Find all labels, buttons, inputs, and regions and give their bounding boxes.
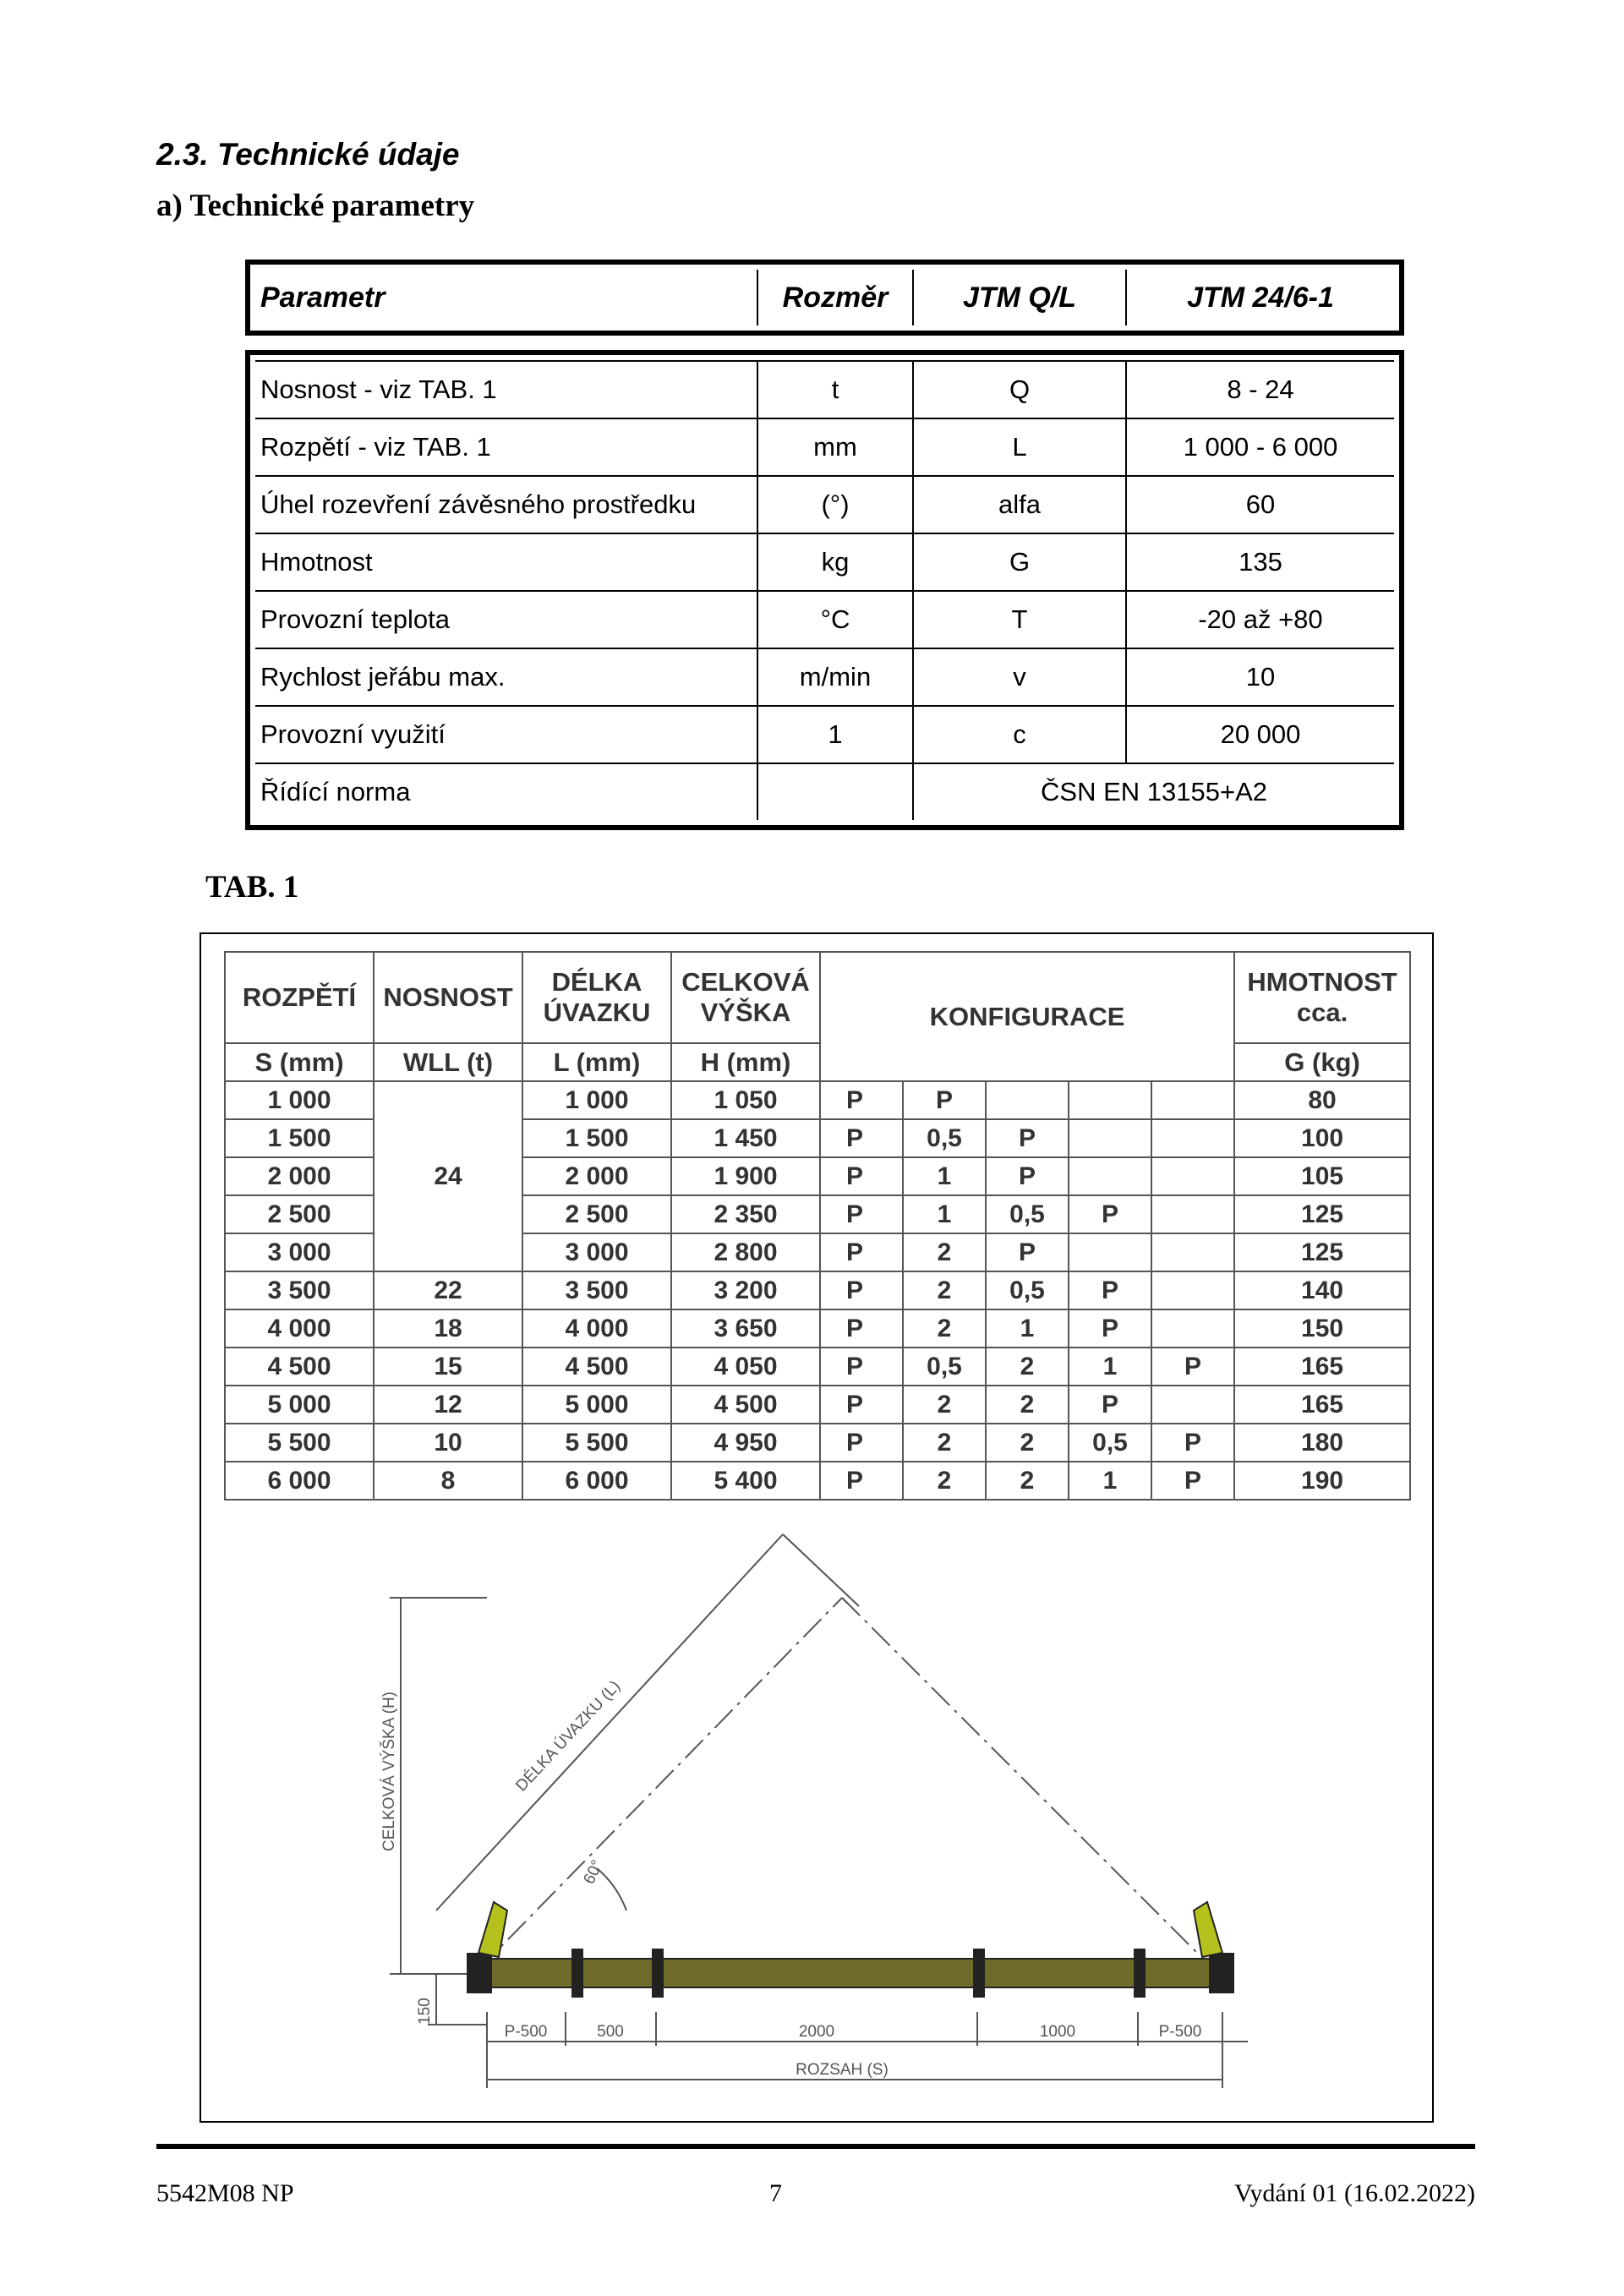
tab1-row bbox=[225, 1271, 1410, 1309]
tab1-cell-config: P bbox=[820, 1271, 903, 1309]
param-standard-value: ČSN EN 13155+A2 bbox=[913, 763, 1394, 820]
param-unit: 1 bbox=[757, 706, 913, 763]
tab1-cell-height: 2 800 bbox=[671, 1233, 820, 1271]
param-name: Provozní teplota bbox=[255, 591, 757, 648]
tab1-cell-config: 2 bbox=[903, 1233, 986, 1271]
tab1-cell-config: 2 bbox=[903, 1462, 986, 1500]
tab1-cell-length: 6 000 bbox=[522, 1462, 671, 1500]
tab1-cell-weight: 80 bbox=[1234, 1081, 1410, 1119]
tab1-cell-config: P bbox=[1069, 1195, 1151, 1233]
tab1-unit-l: L (mm) bbox=[522, 1043, 671, 1081]
param-value: 20 000 bbox=[1126, 706, 1394, 763]
tab1-cell-config: 2 bbox=[986, 1462, 1069, 1500]
params-table bbox=[245, 350, 1404, 830]
tab1-cell-config bbox=[1151, 1119, 1234, 1157]
tab1-cell-config bbox=[1069, 1233, 1151, 1271]
tab1-cell-weight: 125 bbox=[1234, 1195, 1410, 1233]
tab1-cell-height: 1 900 bbox=[671, 1157, 820, 1195]
header-rozmer: Rozměr bbox=[757, 270, 913, 325]
param-value: 1 000 - 6 000 bbox=[1126, 418, 1394, 476]
tab1-cell-wll: 15 bbox=[374, 1348, 522, 1386]
tab1-cell-config bbox=[1151, 1309, 1234, 1348]
tab1-cell-length: 4 500 bbox=[522, 1348, 671, 1386]
tab1-head-vyska: CELKOVÁ VÝŠKA bbox=[671, 952, 820, 1043]
tab1-cell-span: 2 000 bbox=[225, 1157, 374, 1195]
param-row bbox=[255, 706, 1394, 763]
tab1-cell-length: 1 000 bbox=[522, 1081, 671, 1119]
tab1-cell-config: P bbox=[820, 1195, 903, 1233]
tab1-cell-weight: 165 bbox=[1234, 1348, 1410, 1386]
tab1-cell-weight: 165 bbox=[1234, 1386, 1410, 1424]
tab1-cell-length: 2 000 bbox=[522, 1157, 671, 1195]
tab1-cell-length: 2 500 bbox=[522, 1195, 671, 1233]
spreader-drawing bbox=[200, 1513, 1434, 2122]
spreader-beam bbox=[478, 1959, 1222, 1987]
tab1-cell-span: 1 500 bbox=[225, 1119, 374, 1157]
tab1-cell-config: 2 bbox=[903, 1386, 986, 1424]
tab1-cell-config: P bbox=[1069, 1386, 1151, 1424]
tab1-cell-wll: 8 bbox=[374, 1462, 522, 1500]
tab1-cell-span: 3 500 bbox=[225, 1271, 374, 1309]
angle-label: 60° bbox=[580, 1857, 607, 1888]
tab1-head-nosnost: NOSNOST bbox=[374, 952, 522, 1043]
header-parametr: Parametr bbox=[255, 270, 757, 325]
tab1-cell-config: P bbox=[820, 1309, 903, 1348]
tab1-cell-length: 4 000 bbox=[522, 1309, 671, 1348]
tab1-unit-wll: WLL (t) bbox=[374, 1043, 522, 1081]
section-title: 2.3. Technické údaje bbox=[156, 137, 460, 172]
footer-rule bbox=[156, 2144, 1475, 2149]
tab1-cell-config: P bbox=[820, 1462, 903, 1500]
dim-150-label: 150 bbox=[416, 1998, 434, 2025]
tab1-cell-config: 1 bbox=[986, 1309, 1069, 1348]
tab1-cell-config bbox=[1151, 1081, 1234, 1119]
height-label: CELKOVÁ VÝŠKA (H) bbox=[380, 1691, 398, 1851]
tab1-cell-config: P bbox=[1069, 1271, 1151, 1309]
param-row bbox=[255, 533, 1394, 591]
tab1-cell-config: 0,5 bbox=[903, 1119, 986, 1157]
subsection-title: a) Technické parametry bbox=[156, 189, 475, 223]
tab1-cell-config bbox=[1069, 1081, 1151, 1119]
tab1-table bbox=[224, 951, 1411, 1501]
param-value: 10 bbox=[1126, 648, 1394, 706]
param-row bbox=[255, 648, 1394, 706]
tab1-cell-length: 3 000 bbox=[522, 1233, 671, 1271]
tab1-row bbox=[225, 1309, 1410, 1348]
tab1-cell-config: 2 bbox=[903, 1309, 986, 1348]
tab1-cell-config: P bbox=[903, 1081, 986, 1119]
tab1-cell-config: 2 bbox=[903, 1271, 986, 1309]
tab1-cell-config: P bbox=[986, 1119, 1069, 1157]
tab1-cell-span: 2 500 bbox=[225, 1195, 374, 1233]
tab1-cell-length: 3 500 bbox=[522, 1271, 671, 1309]
tab1-cell-height: 1 450 bbox=[671, 1119, 820, 1157]
param-name: Rychlost jeřábu max. bbox=[255, 648, 757, 706]
tab1-cell-wll: 10 bbox=[374, 1424, 522, 1462]
tab1-cell-wll: 22 bbox=[374, 1271, 522, 1309]
dim-p500-left: P-500 bbox=[504, 2023, 548, 2041]
param-symbol: Q bbox=[913, 361, 1126, 418]
param-unit: t bbox=[757, 361, 913, 418]
tab1-row bbox=[225, 1424, 1410, 1462]
tab1-cell-config: P bbox=[820, 1157, 903, 1195]
tab1-cell-height: 4 050 bbox=[671, 1348, 820, 1386]
tab1-row bbox=[225, 1081, 1410, 1119]
tab1-cell-config: P bbox=[820, 1233, 903, 1271]
span-label: ROZSAH (S) bbox=[796, 2061, 889, 2079]
left-hook-icon bbox=[478, 1902, 507, 1957]
dim-500: 500 bbox=[597, 2023, 624, 2041]
param-row bbox=[255, 418, 1394, 476]
param-row-norm bbox=[255, 763, 1394, 820]
tab1-cell-height: 4 500 bbox=[671, 1386, 820, 1424]
tab1-cell-height: 4 950 bbox=[671, 1424, 820, 1462]
tab1-cell-span: 3 000 bbox=[225, 1233, 374, 1271]
tab1-cell-config: P bbox=[820, 1119, 903, 1157]
tab1-cell-config: P bbox=[820, 1081, 903, 1119]
param-name: Hmotnost bbox=[255, 533, 757, 591]
tab1-cell-config: 1 bbox=[903, 1195, 986, 1233]
param-symbol: alfa bbox=[913, 476, 1126, 533]
tab1-cell-config: 0,5 bbox=[903, 1348, 986, 1386]
tab1-unit-s: S (mm) bbox=[225, 1043, 374, 1081]
param-unit: mm bbox=[757, 418, 913, 476]
param-value: 8 - 24 bbox=[1126, 361, 1394, 418]
tab1-cell-span: 5 000 bbox=[225, 1386, 374, 1424]
tab1-cell-span: 5 500 bbox=[225, 1424, 374, 1462]
tab1-unit-g: G (kg) bbox=[1234, 1043, 1410, 1081]
tab1-cell-config: P bbox=[986, 1233, 1069, 1271]
tab1-cell-wll: 12 bbox=[374, 1386, 522, 1424]
tab1-cell-config: P bbox=[986, 1157, 1069, 1195]
param-row bbox=[255, 591, 1394, 648]
param-unit: °C bbox=[757, 591, 913, 648]
tab1-head-rozpeti: ROZPĚTÍ bbox=[225, 952, 374, 1043]
header-jtm-ql: JTM Q/L bbox=[913, 270, 1126, 325]
tab1-cell-weight: 100 bbox=[1234, 1119, 1410, 1157]
tab1-cell-config bbox=[1151, 1157, 1234, 1195]
tab1-cell-weight: 180 bbox=[1234, 1424, 1410, 1462]
dim-2000: 2000 bbox=[798, 2023, 835, 2041]
param-name: Řídící norma bbox=[255, 763, 757, 820]
tab1-cell-length: 5 000 bbox=[522, 1386, 671, 1424]
tab1-cell-config: P bbox=[1151, 1348, 1234, 1386]
right-hook-icon bbox=[1194, 1902, 1222, 1957]
tab1-cell-config: P bbox=[820, 1424, 903, 1462]
tab1-cell-height: 2 350 bbox=[671, 1195, 820, 1233]
param-name: Rozpětí - viz TAB. 1 bbox=[255, 418, 757, 476]
param-unit: m/min bbox=[757, 648, 913, 706]
tab1-cell-length: 1 500 bbox=[522, 1119, 671, 1157]
tab1-cell-wll: 18 bbox=[374, 1309, 522, 1348]
tab1-cell-wll: 24 bbox=[374, 1081, 522, 1271]
param-unit: (°) bbox=[757, 476, 913, 533]
tab1-cell-height: 1 050 bbox=[671, 1081, 820, 1119]
tab1-cell-length: 5 500 bbox=[522, 1424, 671, 1462]
tab1-row bbox=[225, 1462, 1410, 1500]
tab1-cell-weight: 105 bbox=[1234, 1157, 1410, 1195]
tab1-cell-config: P bbox=[1151, 1462, 1234, 1500]
sling-label: DÉLKA ÚVAZKU (L) bbox=[512, 1677, 625, 1796]
tab1-cell-weight: 150 bbox=[1234, 1309, 1410, 1348]
footer-doc-id: 5542M08 NP bbox=[156, 2179, 294, 2207]
tab1-cell-span: 1 000 bbox=[225, 1081, 374, 1119]
tab1-cell-span: 4 500 bbox=[225, 1348, 374, 1386]
param-row bbox=[255, 476, 1394, 533]
tab1-cell-config: P bbox=[1069, 1309, 1151, 1348]
dim-p500-right: P-500 bbox=[1158, 2023, 1202, 2041]
param-symbol: L bbox=[913, 418, 1126, 476]
footer-page-number: 7 bbox=[769, 2179, 782, 2207]
tab1-cell-config: 1 bbox=[1069, 1462, 1151, 1500]
tab1-cell-config: 2 bbox=[986, 1348, 1069, 1386]
tab1-cell-height: 3 200 bbox=[671, 1271, 820, 1309]
footer-edition: Vydání 01 (16.02.2022) bbox=[1234, 2179, 1475, 2207]
tab1-head-delka: DÉLKA ÚVAZKU bbox=[522, 952, 671, 1043]
tab1-cell-config bbox=[1151, 1271, 1234, 1309]
param-value: -20 až +80 bbox=[1126, 591, 1394, 648]
tab1-cell-config: P bbox=[820, 1348, 903, 1386]
tab1-cell-config bbox=[1069, 1119, 1151, 1157]
tab1-cell-config bbox=[986, 1081, 1069, 1119]
tab1-cell-config: 0,5 bbox=[1069, 1424, 1151, 1462]
param-symbol: c bbox=[913, 706, 1126, 763]
tab1-cell-config bbox=[1151, 1386, 1234, 1424]
dim-1000: 1000 bbox=[1039, 2023, 1076, 2041]
tab1-cell-config: 2 bbox=[986, 1386, 1069, 1424]
param-symbol: v bbox=[913, 648, 1126, 706]
param-value: 135 bbox=[1126, 533, 1394, 591]
param-value: 60 bbox=[1126, 476, 1394, 533]
tab1-cell-height: 5 400 bbox=[671, 1462, 820, 1500]
tab1-cell-config: P bbox=[1151, 1424, 1234, 1462]
tab1-cell-height: 3 650 bbox=[671, 1309, 820, 1348]
param-name: Úhel rozevření závěsného prostředku bbox=[255, 476, 757, 533]
tab1-cell-weight: 140 bbox=[1234, 1271, 1410, 1309]
param-unit bbox=[757, 763, 913, 820]
tab1-cell-weight: 125 bbox=[1234, 1233, 1410, 1271]
tab1-cell-config bbox=[1151, 1233, 1234, 1271]
tab1-head-konfigurace: KONFIGURACE bbox=[820, 952, 1234, 1081]
param-unit: kg bbox=[757, 533, 913, 591]
tab1-cell-config: P bbox=[820, 1386, 903, 1424]
tab1-row bbox=[225, 1386, 1410, 1424]
tab1-cell-config: 0,5 bbox=[986, 1195, 1069, 1233]
param-name: Provozní využití bbox=[255, 706, 757, 763]
param-symbol: G bbox=[913, 533, 1126, 591]
tab1-cell-config bbox=[1069, 1157, 1151, 1195]
tab1-cell-config bbox=[1151, 1195, 1234, 1233]
param-row bbox=[255, 361, 1394, 418]
tab1-cell-config: 2 bbox=[903, 1424, 986, 1462]
tab1-cell-weight: 190 bbox=[1234, 1462, 1410, 1500]
tab1-caption: TAB. 1 bbox=[205, 870, 299, 905]
param-name: Nosnost - viz TAB. 1 bbox=[255, 361, 757, 418]
tab1-cell-config: 0,5 bbox=[986, 1271, 1069, 1309]
tab1-cell-config: 1 bbox=[903, 1157, 986, 1195]
header-jtm-model: JTM 24/6-1 bbox=[1126, 270, 1394, 325]
tab1-unit-h: H (mm) bbox=[671, 1043, 820, 1081]
tab1-row bbox=[225, 1348, 1410, 1386]
tab1-cell-config: 1 bbox=[1069, 1348, 1151, 1386]
tab1-head-hmotnost: HMOTNOST cca. bbox=[1234, 952, 1410, 1043]
param-symbol: T bbox=[913, 591, 1126, 648]
tab1-cell-span: 4 000 bbox=[225, 1309, 374, 1348]
tab1-cell-span: 6 000 bbox=[225, 1462, 374, 1500]
params-header-table bbox=[245, 260, 1404, 336]
tab1-cell-config: 2 bbox=[986, 1424, 1069, 1462]
